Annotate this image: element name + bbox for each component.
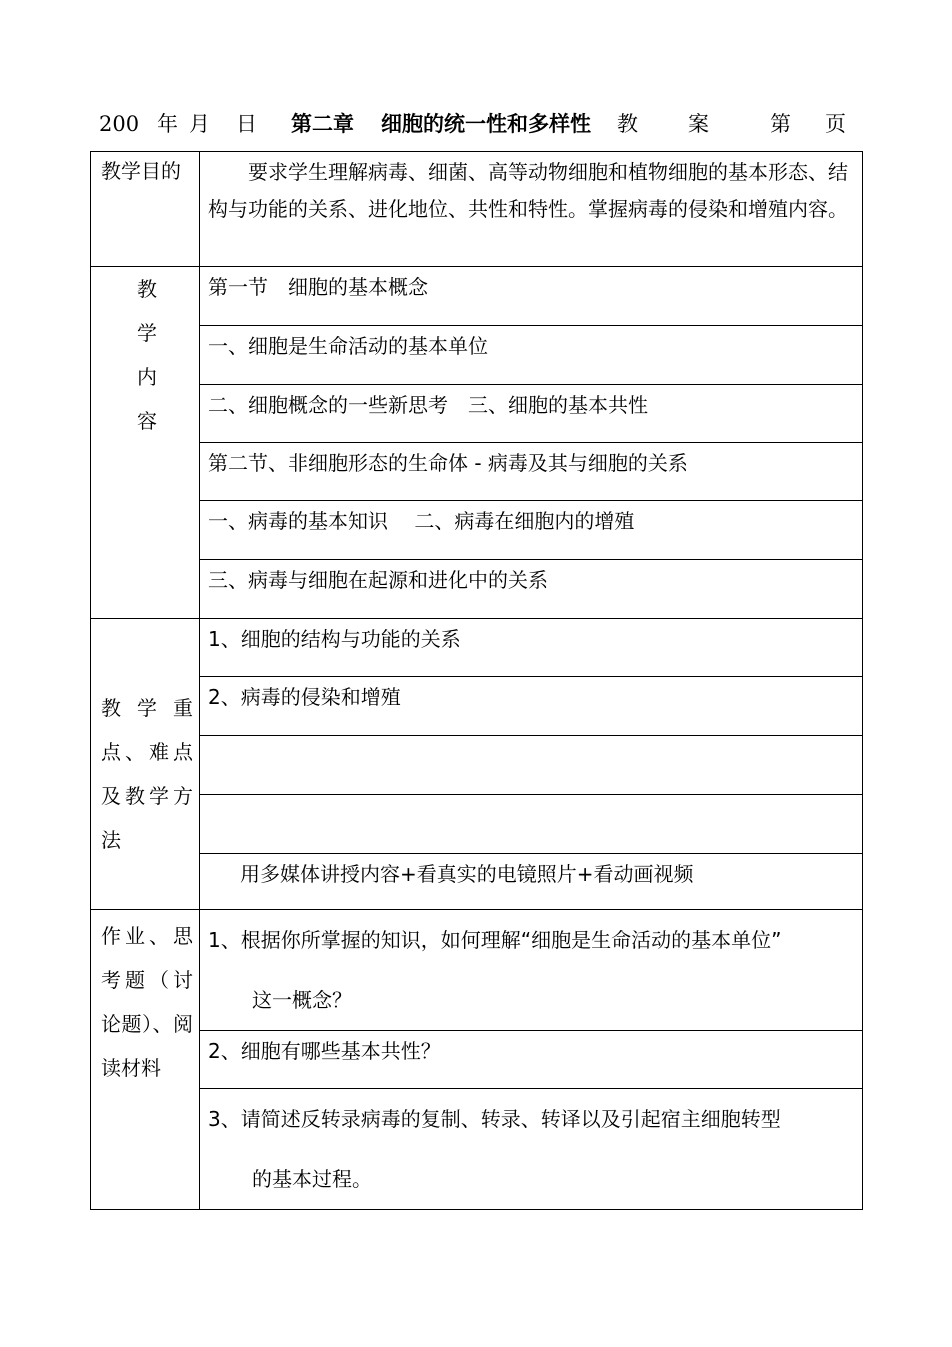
purpose-cell	[200, 152, 863, 267]
focus-label-line: 点、难点	[101, 740, 193, 764]
header-chapter: 第二章	[291, 112, 354, 136]
purpose-label: 教学目的	[91, 152, 200, 267]
teaching-method: 用多媒体讲授内容+看真实的电镜照片+看动画视频	[200, 854, 863, 910]
content-item: 二、细胞概念的一些新思考 三、细胞的基本共性	[200, 385, 863, 443]
content-label-char: 内	[137, 365, 157, 389]
focus-row	[91, 619, 863, 677]
question-text: 这一概念？	[252, 988, 352, 1012]
homework-label-line: 读材料	[101, 1056, 161, 1080]
homework-question-2: 2、细胞有哪些基本共性？	[200, 1031, 863, 1089]
page-header	[99, 109, 859, 139]
content-row	[91, 385, 863, 443]
homework-label-line: 作业、思	[101, 924, 193, 948]
focus-row	[91, 854, 863, 910]
focus-label	[91, 619, 200, 910]
content-item: 第一节 细胞的基本概念	[200, 267, 863, 326]
purpose-text: 要求学生理解病毒、细菌、高等动物细胞和植物细胞的基本形态、结构与功能的关系、进化地位、共性和特性。掌握病毒的侵染和增殖内容。	[208, 160, 848, 221]
focus-label-line: 法	[101, 828, 121, 852]
homework-row	[91, 1031, 863, 1089]
header-doc-kind-2: 案	[688, 112, 709, 136]
header-month: 月	[189, 112, 210, 136]
focus-row	[91, 677, 863, 736]
content-row	[91, 501, 863, 560]
focus-item: 1、细胞的结构与功能的关系	[200, 619, 863, 677]
header-page-prefix: 第	[770, 112, 791, 136]
content-item: 三、病毒与细胞在起源和进化中的关系	[200, 560, 863, 619]
header-topic: 细胞的统一性和多样性	[381, 112, 591, 136]
homework-question-1	[200, 910, 863, 1031]
homework-label-line: 考题（讨	[101, 968, 193, 992]
content-row	[91, 560, 863, 619]
content-row	[91, 326, 863, 385]
focus-row	[91, 795, 863, 854]
header-day: 日	[236, 112, 257, 136]
focus-item-empty	[200, 795, 863, 854]
focus-row	[91, 736, 863, 795]
purpose-row	[91, 152, 863, 267]
content-item: 第二节、非细胞形态的生命体 - 病毒及其与细胞的关系	[200, 443, 863, 501]
focus-item-empty	[200, 736, 863, 795]
focus-label-line: 及教学方	[101, 784, 193, 808]
content-label-char: 容	[137, 409, 157, 433]
homework-label	[91, 910, 200, 1210]
focus-item: 2、病毒的侵染和增殖	[200, 677, 863, 736]
content-label	[91, 267, 200, 619]
question-text: 的基本过程。	[252, 1167, 372, 1191]
header-page-suffix: 页	[825, 112, 846, 136]
homework-label-line: 论题）、阅	[101, 1012, 193, 1036]
lesson-plan-table	[90, 151, 863, 1210]
homework-row	[91, 910, 863, 1031]
content-label-char: 学	[137, 321, 157, 345]
content-label-char: 教	[137, 277, 157, 301]
homework-question-3	[200, 1089, 863, 1210]
header-year: 200	[99, 112, 140, 136]
content-row	[91, 267, 863, 326]
content-item: 一、病毒的基本知识 二、病毒在细胞内的增殖	[200, 501, 863, 560]
question-text: 3、请简述反转录病毒的复制、转录、转译以及引起宿主细胞转型	[208, 1107, 781, 1131]
content-item: 一、细胞是生命活动的基本单位	[200, 326, 863, 385]
header-doc-kind-1: 教	[617, 112, 638, 136]
header-year-unit: 年	[157, 112, 178, 136]
question-text: 1、根据你所掌握的知识，如何理解“细胞是生命活动的基本单位”	[208, 928, 782, 952]
content-row	[91, 443, 863, 501]
homework-row	[91, 1089, 863, 1210]
focus-label-line: 教学重	[101, 696, 193, 720]
